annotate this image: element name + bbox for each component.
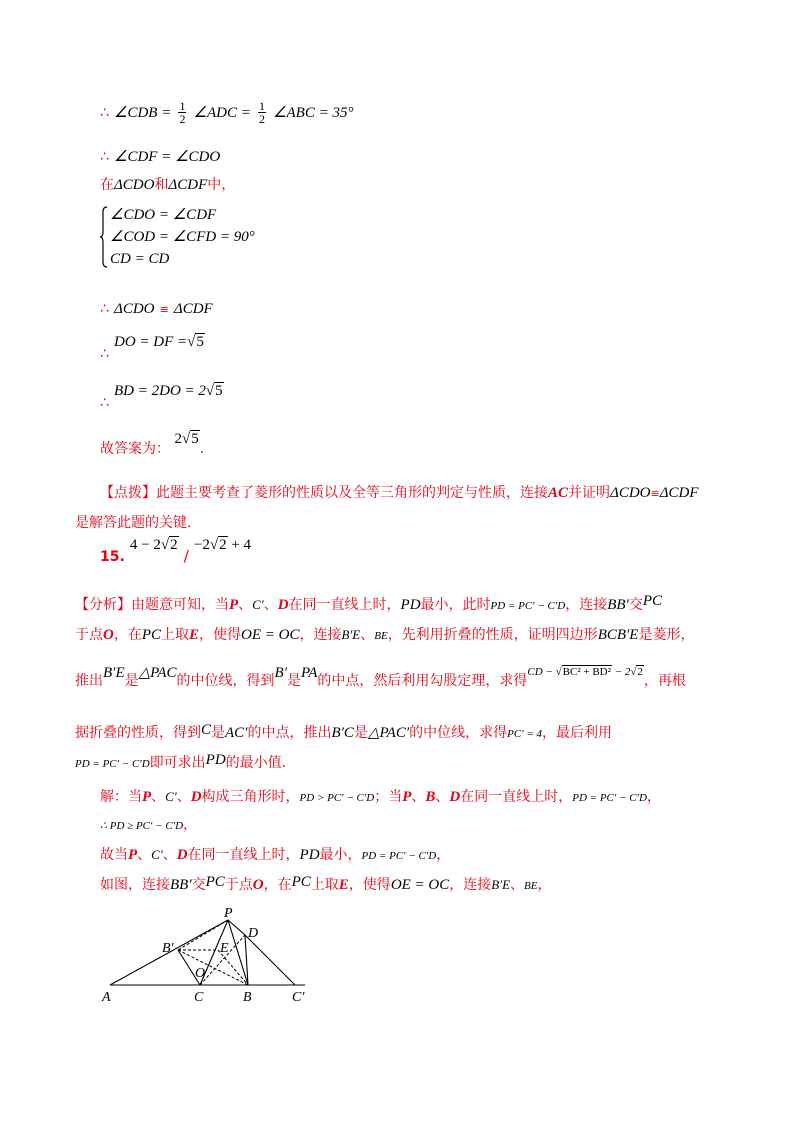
text: 在同一直线上时，: [187, 847, 300, 863]
math-var: BE: [374, 630, 388, 642]
math-expr: DO = DF =: [114, 334, 188, 350]
question-number: 15.: [100, 549, 125, 565]
math-expr: PC′ = 4: [507, 728, 543, 740]
text: 、: [151, 789, 166, 805]
math-var: E: [338, 877, 349, 893]
text: 最小，此时: [420, 597, 491, 613]
math-var: B′E: [103, 665, 125, 681]
segment-pb: [228, 920, 248, 985]
label-o: O: [195, 966, 206, 981]
answer-value: 2√5: [174, 431, 199, 447]
text: ，连接: [299, 627, 342, 643]
analysis-line-2: [75, 628, 694, 643]
text: 据折叠的性质，得到: [75, 725, 201, 741]
congruent-symbol: ≌: [159, 303, 169, 316]
text: 在: [100, 177, 114, 193]
math-var: P: [142, 789, 152, 805]
text: 交: [191, 877, 206, 893]
label-cprime: C′: [292, 990, 305, 1005]
label-c: C: [194, 990, 204, 1005]
text: 的中点，推出: [247, 725, 332, 741]
system-line-1: ∠CDO = ∠CDF: [110, 207, 217, 223]
math-var: PC: [642, 593, 662, 609]
math-var: C′: [165, 789, 177, 804]
text: 交: [628, 597, 643, 613]
text: 故当: [100, 847, 128, 863]
sqrt-radicand: 5: [215, 383, 223, 399]
text: 是菱形，: [638, 627, 695, 643]
text: ，最后利用: [542, 725, 613, 741]
math-var: C′: [252, 597, 264, 612]
congruent-symbol: ≌: [650, 487, 660, 500]
text: ，在: [113, 627, 142, 643]
sqrt-radicand: 2: [170, 537, 178, 553]
system-line-3: CD = CD: [110, 251, 170, 267]
fraction-half: [178, 100, 186, 125]
math-var: BB′: [170, 877, 192, 893]
text: 是: [211, 725, 226, 741]
text: 、: [176, 789, 191, 805]
line-angle-cdb: [100, 100, 353, 125]
math-var: PD: [205, 752, 226, 768]
math-var: BE: [524, 880, 538, 892]
text: 是: [287, 673, 301, 689]
label-p: P: [224, 906, 233, 921]
text: 、: [263, 597, 278, 613]
math-expr: OE = OC: [390, 877, 450, 893]
answer-line: [100, 431, 205, 458]
therefore-symbol: ∴: [100, 149, 109, 165]
math-var: BB′: [607, 597, 629, 613]
text: 如图，连接: [100, 877, 170, 893]
text: 、: [411, 789, 426, 805]
text: 、: [162, 847, 177, 863]
solution-line-2: [100, 818, 197, 832]
text: ，: [537, 877, 552, 893]
sqrt-radicand: 5: [196, 334, 204, 350]
text: ，使得: [348, 877, 391, 893]
math-expr: − 2: [614, 666, 631, 678]
text: 、: [360, 627, 375, 643]
sqrt-radicand: 5: [191, 431, 199, 447]
text: 上取: [161, 627, 190, 643]
math-expr: ΔCDF: [173, 301, 213, 317]
therefore-symbol: ∴: [100, 346, 109, 362]
text: 在同一直线上时，: [460, 789, 573, 805]
math-var: D: [176, 847, 188, 863]
math-var: AC′: [225, 725, 248, 741]
math-var: D: [277, 597, 289, 613]
math-expr: CD −: [527, 666, 553, 678]
note-text: 并证明: [568, 485, 611, 501]
therefore-symbol: ∴: [100, 105, 109, 121]
sqrt-radicand: 2: [637, 666, 643, 678]
sqrt-radicand: BC² + BD²: [562, 666, 611, 678]
system-line-2: ∠COD = ∠CFD = 90°: [110, 229, 255, 245]
line-cdf-eq-cdo: [100, 148, 220, 165]
math-var: P: [402, 789, 412, 805]
text: 、: [238, 597, 253, 613]
text: 和: [154, 177, 169, 193]
text: .: [199, 441, 205, 457]
label-d: D: [248, 926, 259, 941]
math-var: D: [449, 789, 461, 805]
math-expr: PD = PC′ − C′D: [572, 792, 647, 804]
math-var: PD: [400, 597, 421, 613]
solution-line-1: [100, 790, 661, 805]
math-var: O: [103, 627, 114, 643]
math-expr: PD = PC′ − C′D: [75, 758, 150, 770]
q15-answer-2: −2√2 + 4: [193, 537, 252, 553]
text: 是: [353, 725, 368, 741]
text: 于点: [224, 877, 253, 893]
math-var: B′E: [491, 877, 511, 892]
math-expr: ΔCDF: [659, 485, 699, 501]
sqrt-radicand: 2: [219, 537, 227, 553]
text: 、: [137, 847, 152, 863]
math-var: B′: [274, 665, 287, 681]
geometry-figure: [100, 905, 330, 1010]
left-brace: [100, 206, 108, 268]
line-congruent: [100, 300, 213, 317]
math-expr: ΔCDO: [114, 177, 155, 193]
text: 上取: [310, 877, 339, 893]
frac-num: 1: [258, 99, 265, 113]
math-expr: ∠CDB =: [114, 105, 172, 121]
math-var: C: [201, 722, 212, 738]
text: 是: [124, 673, 139, 689]
text: 推出: [75, 673, 103, 689]
text: 【分析】由题意可知，当: [75, 597, 229, 613]
analysis-line-1: [75, 593, 662, 613]
text: 即可求出: [149, 755, 206, 771]
line-bd: ∴ BD = 2DO = 2√5: [100, 383, 223, 411]
text: 解：当: [100, 789, 142, 805]
separator: /: [183, 547, 189, 565]
math-var: P: [229, 597, 239, 613]
math-expr: + 4: [227, 537, 252, 553]
line-do-eq-df: ∴ DO = DF =√5: [100, 334, 204, 362]
math-var: PC: [141, 627, 162, 643]
text: 的最小值.: [225, 755, 287, 771]
segment-dc: [245, 935, 295, 985]
q15-line: [100, 537, 252, 566]
answer-coef: 2: [174, 431, 182, 447]
label-e: E: [220, 941, 229, 956]
text: 的中位线，求得: [409, 725, 508, 741]
text: 于点: [75, 627, 103, 643]
math-var: B′E: [341, 627, 361, 642]
text: ，使得: [199, 627, 242, 643]
math-expr: −2: [193, 537, 210, 553]
math-var: P: [128, 847, 138, 863]
math-expr: AC: [548, 485, 569, 501]
frac-den: 2: [179, 112, 186, 126]
math-var: E: [189, 627, 200, 643]
text: 的中点，然后利用勾股定理，求得: [317, 673, 528, 689]
math-expr: PD = PC′ − C′D: [361, 850, 437, 862]
text: ，: [646, 789, 661, 805]
math-var: B: [425, 789, 436, 805]
math-var: PC: [291, 874, 311, 890]
math-var: △PAC′: [367, 725, 410, 741]
text: ，在: [263, 877, 292, 893]
math-expr: PD = PC′ − C′D: [490, 600, 566, 612]
math-var: O: [252, 877, 264, 893]
math-expr: ΔCDF: [168, 177, 208, 193]
math-var: C′: [151, 847, 163, 862]
text: ，: [183, 817, 198, 833]
math-var: PA: [301, 665, 318, 681]
label-a: A: [102, 990, 111, 1005]
math-var: PC: [205, 874, 225, 890]
math-expr: ∠ADC =: [193, 105, 251, 121]
math-var: B′C: [331, 725, 354, 741]
math-expr: ΔCDO: [114, 301, 155, 317]
analysis-line-3: [75, 665, 686, 689]
line-in-triangles: [100, 178, 235, 193]
frac-num: 1: [179, 99, 186, 113]
math-expr: ΔCDO: [610, 485, 651, 501]
text: 构成三角形时，: [201, 789, 300, 805]
frac-den: 2: [258, 112, 265, 126]
solution-line-4: [100, 874, 552, 893]
math-expr: ∴ PD ≥ PC′ − C′D: [100, 820, 184, 832]
text: ；当: [374, 789, 403, 805]
answer-label: 故答案为：: [100, 441, 170, 457]
math-var: △PAC: [138, 665, 177, 681]
note-text: 【点拨】此题主要考查了菱形的性质以及全等三角形的判定与性质，连接: [100, 485, 548, 501]
math-expr-cd: CD − √BC² + BD² − 2√2: [527, 666, 643, 678]
note-line-1: [100, 486, 699, 501]
text: ，: [436, 847, 451, 863]
math-var: PD: [299, 847, 320, 863]
math-expr: 4 − 2: [129, 537, 161, 553]
therefore-symbol: ∴: [100, 301, 109, 317]
q15-answer-1: 4 − 2√2: [129, 537, 178, 553]
solution-line-3: [100, 848, 450, 863]
text: 、: [510, 877, 525, 893]
analysis-line-5: [75, 752, 287, 771]
math-var: D: [190, 789, 202, 805]
math-expr: ∠CDF = ∠CDO: [114, 149, 221, 165]
math-expr: OE = OC: [241, 627, 300, 643]
therefore-symbol: ∴: [100, 395, 109, 411]
analysis-line-4: [75, 722, 613, 741]
label-bprime: B′: [162, 941, 174, 956]
text: 最小，: [319, 847, 362, 863]
text: ，连接: [449, 877, 492, 893]
text: ，连接: [565, 597, 608, 613]
math-var: BCB′E: [597, 627, 639, 643]
math-expr: BD = 2DO = 2: [114, 383, 206, 399]
note-line-2: 是解答此题的关键.: [75, 515, 192, 531]
text: 在同一直线上时，: [288, 597, 401, 613]
text: 的中位线，得到: [176, 673, 275, 689]
text: ，再根: [643, 673, 686, 689]
label-b: B: [243, 990, 252, 1005]
text: ，先利用折叠的性质，证明四边形: [387, 627, 598, 643]
math-expr: PD > PC′ − C′D: [299, 792, 375, 804]
fraction-half: [258, 100, 266, 125]
text: 、: [435, 789, 450, 805]
text: 中，: [207, 177, 236, 193]
math-expr: ∠ABC = 35°: [273, 105, 354, 121]
